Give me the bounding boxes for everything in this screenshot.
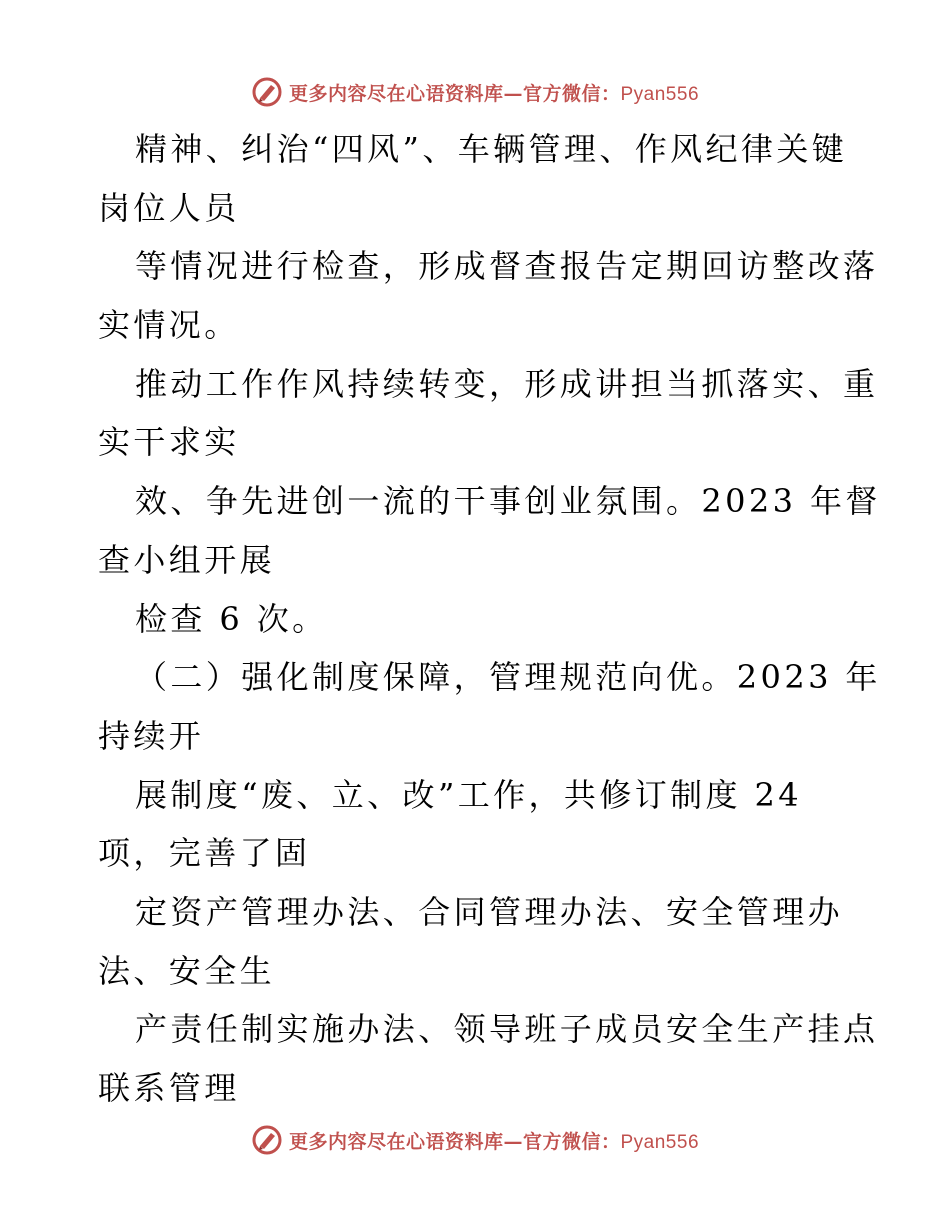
text-line: 实干求实 [98, 423, 240, 462]
text-line: 精神、纠治“四风”、车辆管理、作风纪律关键 [135, 130, 848, 168]
text-line: 法、安全生 [98, 951, 276, 990]
footer-watermark [0, 1120, 950, 1160]
text-line: 项，完善了固 [98, 834, 311, 873]
text-line: （二）强化制度保障，管理规范向优。2023 年 [135, 658, 881, 697]
text-line: 推动工作作风持续转变，形成讲担当抓落实、重 [135, 364, 879, 403]
text-line: 展制度“废、立、改”工作，共修订制度 24 [135, 775, 803, 814]
header-watermark [0, 72, 950, 112]
text-line: 岗位人员 [98, 188, 240, 227]
pen-logo-icon [251, 1124, 283, 1156]
text-line: 联系管理 [98, 1069, 240, 1107]
text-line: 效、争先进创一流的干事创业氛围。2023 年督 [135, 482, 881, 521]
text-line: 检查 6 次。 [135, 599, 328, 638]
pen-logo-icon [251, 76, 283, 108]
watermark-text: 更多内容尽在心语资料库—官方微信：Pyan556 [288, 1130, 700, 1153]
text-line: 定资产管理办法、合同管理办法、安全管理办 [135, 892, 844, 931]
text-line: 持续开 [98, 716, 205, 755]
text-line: 查小组开展 [98, 540, 276, 579]
watermark-text: 更多内容尽在心语资料库—官方微信：Pyan556 [288, 82, 700, 105]
text-line: 产责任制实施办法、领导班子成员安全生产挂点 [135, 1010, 879, 1049]
text-line: 等情况进行检查，形成督查报告定期回访整改落 [135, 247, 879, 286]
text-line: 实情况。 [98, 306, 240, 345]
document-body [98, 120, 881, 1118]
